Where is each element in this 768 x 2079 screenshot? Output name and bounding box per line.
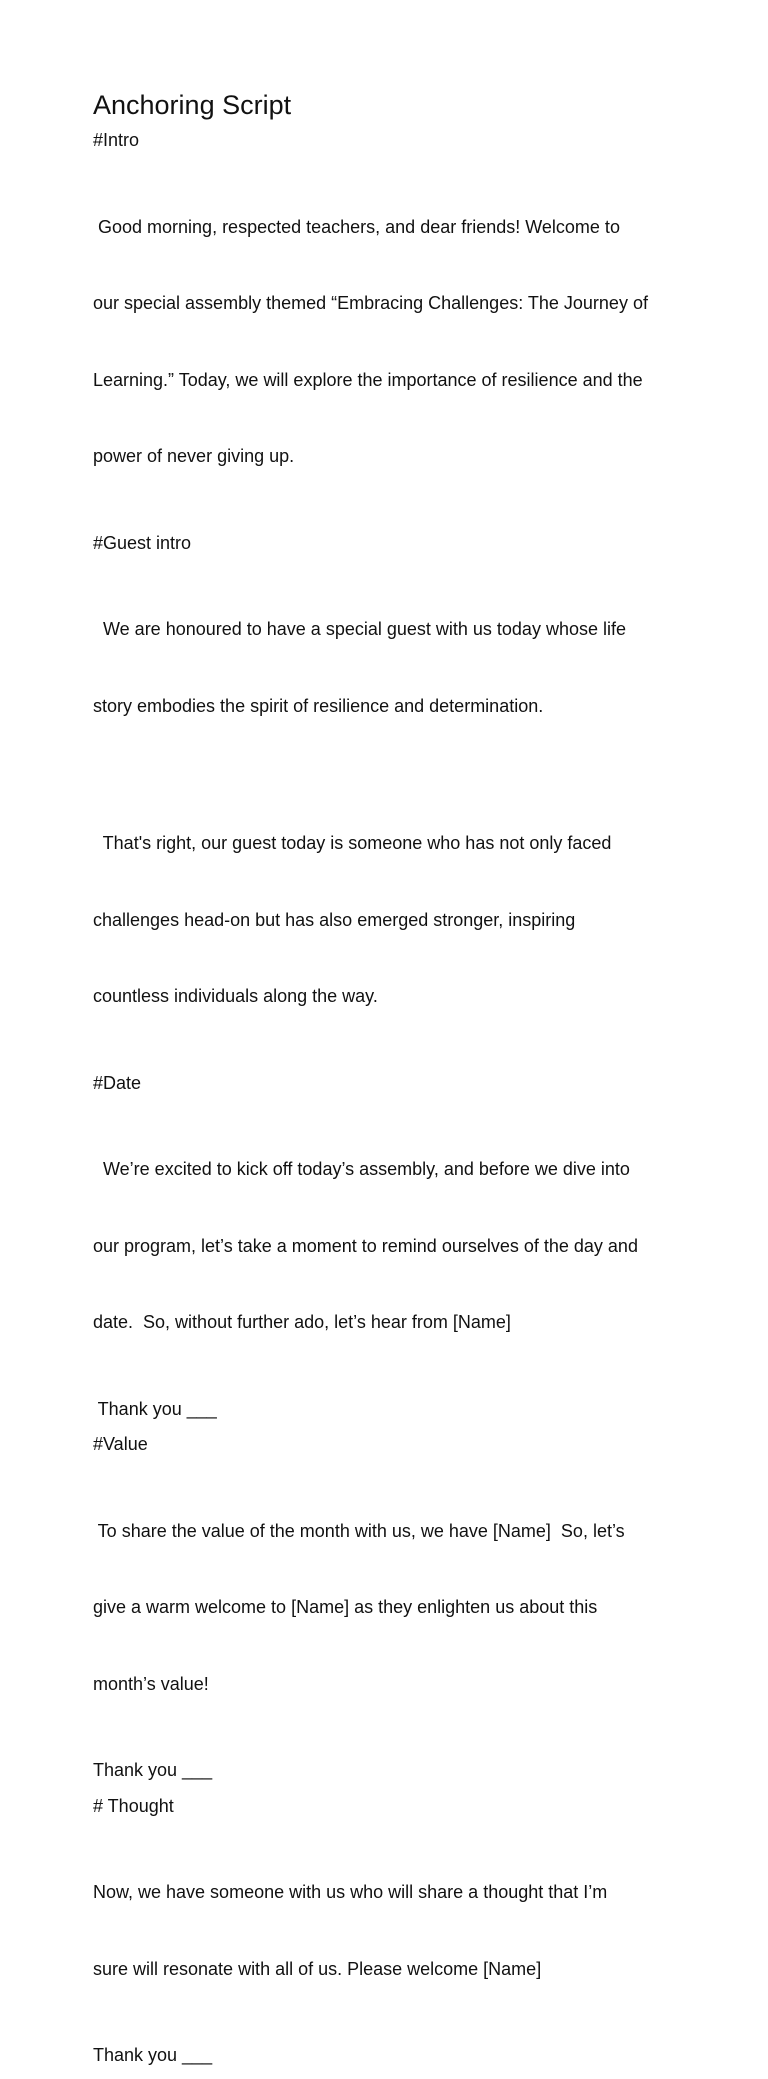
text-line: give a warm welcome to [Name] as they enlighten us about this (93, 1597, 598, 1617)
text-line: story embodies the spirit of resilience and determination. (93, 695, 544, 716)
text-line: We are honoured to have a special guest with us today whose life (93, 619, 626, 639)
guest-intro-paragraph-2 (93, 780, 693, 1061)
text-line: month’s value! (93, 1673, 209, 1694)
text-line: To share the value of the month with us, we have [Name] So, let’s (93, 1520, 625, 1541)
value-paragraph (93, 1468, 693, 1749)
section-heading-guest-intro: #Guest intro (93, 532, 192, 553)
text-line: challenges head-on but has also emerged stronger, inspiring (93, 909, 576, 930)
text-line: our program, let’s take a moment to remind ourselves of the day and (93, 1235, 638, 1256)
section-heading-intro: #Intro (93, 130, 140, 150)
section-heading-date: #Date (93, 1072, 142, 1093)
document-title: Anchoring Script (93, 90, 292, 120)
thought-thanks: Thank you ___ (93, 2045, 213, 2065)
text-line: our special assembly themed “Embracing Challenges: The Journey of (93, 293, 648, 313)
text-line: Good morning, respected teachers, and dear friends! Welcome to (93, 216, 620, 237)
text-line: sure will resonate with all of us. Please welcome [Name] (93, 1958, 542, 1979)
text-line: We’re excited to kick off today’s assembly, and before we dive into (93, 1159, 630, 1179)
text-line: date. So, without further ado, let’s hear from [Name] (93, 1312, 511, 1332)
text-line: Now, we have someone with us who will share a thought that I’m (93, 1882, 608, 1902)
date-paragraph (93, 1106, 693, 1387)
section-heading-thought: # Thought (93, 1795, 174, 1816)
document-page (93, 84, 693, 2079)
date-thanks: Thank you ___ (93, 1398, 217, 1419)
intro-paragraph (93, 164, 693, 521)
text-line: power of never giving up. (93, 446, 295, 466)
text-line: countless individuals along the way. (93, 986, 378, 1006)
text-line: That's right, our guest today is someone who has not only faced (93, 833, 612, 853)
text-line: Learning.” Today, we will explore the importance of resilience and the (93, 369, 643, 390)
section-heading-value: #Value (93, 1434, 148, 1454)
thought-paragraph (93, 1829, 693, 2033)
guest-intro-paragraph-1 (93, 566, 693, 770)
value-thanks: Thank you ___ (93, 1760, 213, 1780)
